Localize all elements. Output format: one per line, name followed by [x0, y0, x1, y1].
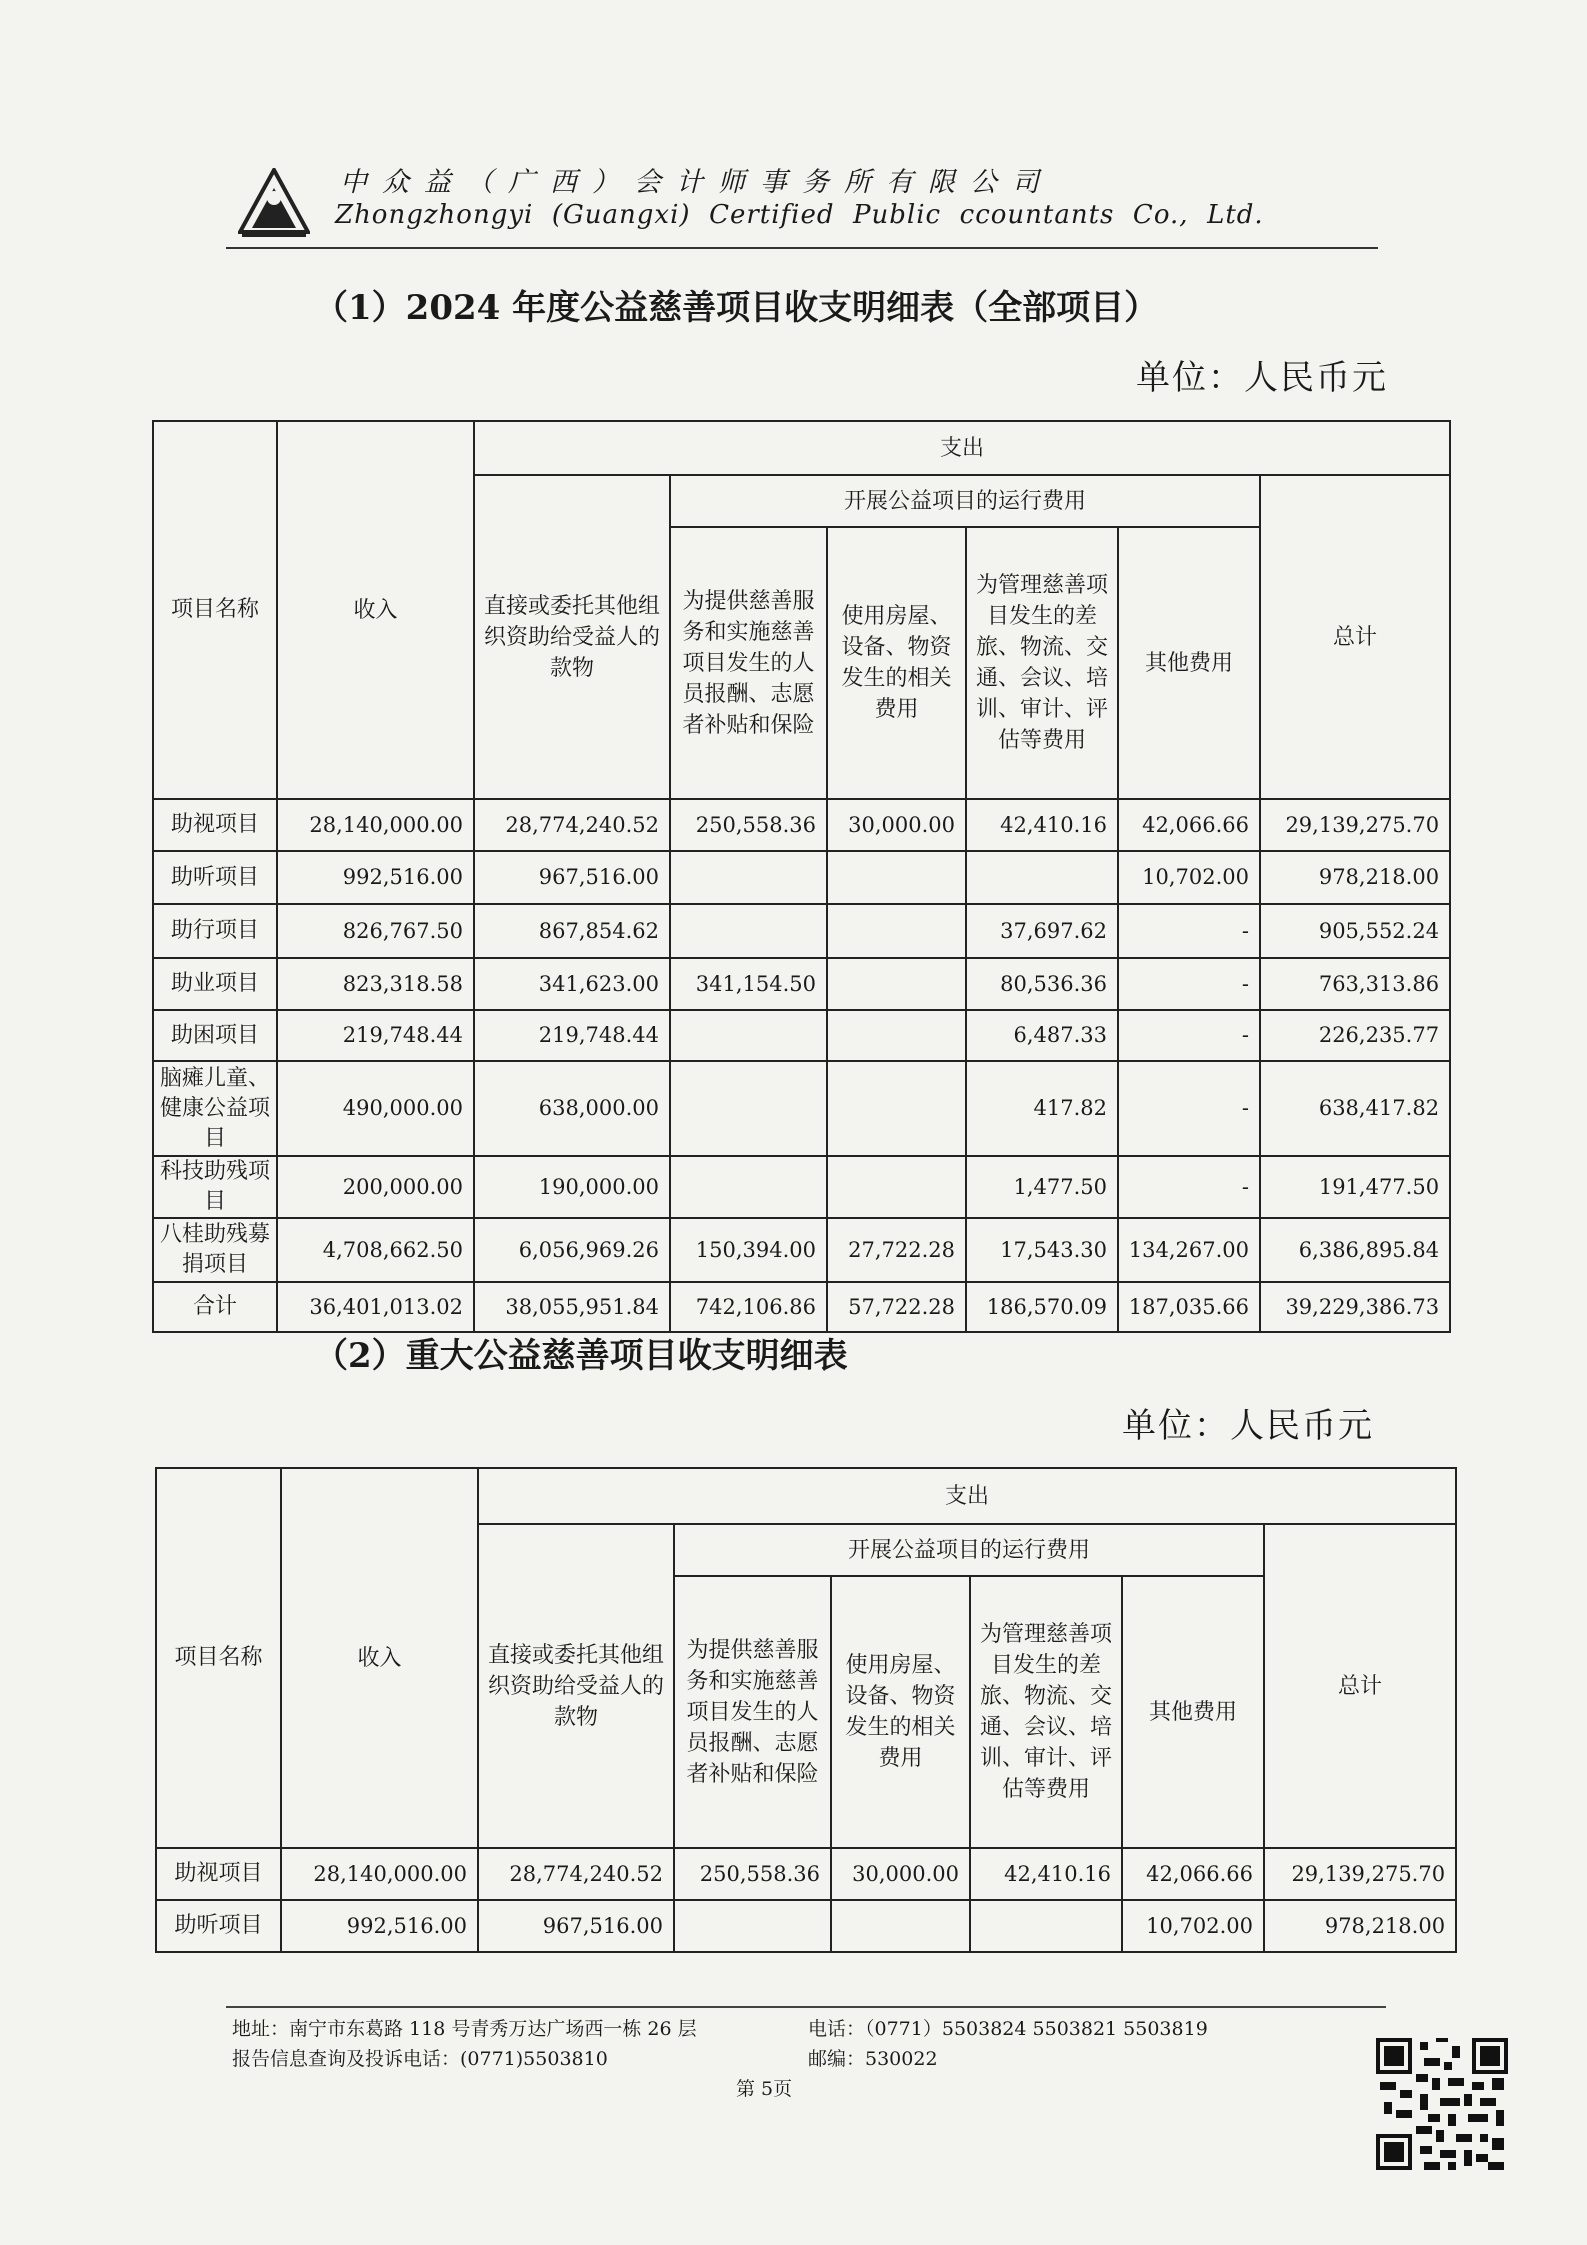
header-name: 项目名称 — [156, 1468, 281, 1848]
cell-other: 42,066.66 — [1118, 799, 1260, 851]
cell-staff — [674, 1900, 831, 1952]
cell-income: 992,516.00 — [281, 1900, 478, 1952]
row-name: 合计 — [153, 1282, 277, 1332]
table-row — [153, 1218, 1450, 1282]
cell-income: 4,708,662.50 — [277, 1218, 474, 1282]
cell-total: 978,218.00 — [1260, 851, 1450, 904]
row-name: 助困项目 — [153, 1010, 277, 1061]
header-name: 项目名称 — [153, 421, 277, 799]
row-name: 八桂助残募捐项目 — [153, 1218, 277, 1282]
cell-income: 823,318.58 — [277, 958, 474, 1010]
header-admin: 为管理慈善项目发生的差旅、物流、交通、会议、培训、审计、评估等费用 — [970, 1576, 1122, 1848]
cell-premises — [831, 1900, 970, 1952]
cell-other: - — [1118, 1156, 1260, 1218]
cell-admin: 186,570.09 — [966, 1282, 1118, 1332]
cell-income: 200,000.00 — [277, 1156, 474, 1218]
cell-direct: 28,774,240.52 — [474, 799, 670, 851]
cell-other: - — [1118, 1010, 1260, 1061]
cell-staff — [670, 1061, 827, 1156]
cell-staff — [670, 904, 827, 958]
cell-premises — [827, 958, 966, 1010]
cell-staff: 250,558.36 — [670, 799, 827, 851]
header-direct: 直接或委托其他组织资助给受益人的款物 — [478, 1524, 674, 1848]
cell-premises — [827, 1010, 966, 1061]
header-admin: 为管理慈善项目发生的差旅、物流、交通、会议、培训、审计、评估等费用 — [966, 527, 1118, 799]
cell-premises: 30,000.00 — [831, 1848, 970, 1900]
table-row — [153, 1061, 1450, 1156]
cell-total: 978,218.00 — [1264, 1900, 1456, 1952]
cell-income: 219,748.44 — [277, 1010, 474, 1061]
cell-admin: 17,543.30 — [966, 1218, 1118, 1282]
table1 — [152, 420, 1451, 1333]
table2-title: （2）重大公益慈善项目收支明细表 — [314, 1336, 848, 1376]
cell-direct: 967,516.00 — [478, 1900, 674, 1952]
cell-staff: 742,106.86 — [670, 1282, 827, 1332]
cell-income: 36,401,013.02 — [277, 1282, 474, 1332]
cell-other: - — [1118, 958, 1260, 1010]
footer-postcode: 邮编：530022 — [808, 2048, 938, 2070]
row-name: 助视项目 — [153, 799, 277, 851]
cell-admin: 6,487.33 — [966, 1010, 1118, 1061]
cell-other: 187,035.66 — [1118, 1282, 1260, 1332]
cell-direct: 638,000.00 — [474, 1061, 670, 1156]
cell-income: 28,140,000.00 — [277, 799, 474, 851]
row-name: 助听项目 — [153, 851, 277, 904]
letterhead-divider — [226, 247, 1378, 249]
cell-direct: 219,748.44 — [474, 1010, 670, 1061]
header-other: 其他费用 — [1118, 527, 1260, 799]
header-staff: 为提供慈善服务和实施慈善项目发生的人员报酬、志愿者补贴和保险 — [670, 527, 827, 799]
cell-direct: 28,774,240.52 — [478, 1848, 674, 1900]
table-row — [153, 1156, 1450, 1218]
row-name: 助听项目 — [156, 1900, 281, 1952]
cell-total: 39,229,386.73 — [1260, 1282, 1450, 1332]
cell-direct: 867,854.62 — [474, 904, 670, 958]
cell-total: 905,552.24 — [1260, 904, 1450, 958]
header-income: 收入 — [277, 421, 474, 799]
table-row-total — [153, 1282, 1450, 1332]
header-direct: 直接或委托其他组织资助给受益人的款物 — [474, 475, 670, 799]
table-row — [156, 1848, 1456, 1900]
cell-admin: 42,410.16 — [970, 1848, 1122, 1900]
firm-name-en: Zhongzhongyi (Guangxi) Certified Public ccountants Co., Ltd. — [335, 200, 1264, 230]
page-number: 第 5页 — [736, 2078, 793, 2100]
header-total: 总计 — [1260, 475, 1450, 799]
table-row — [153, 958, 1450, 1010]
table-row — [153, 1010, 1450, 1061]
cell-direct: 6,056,969.26 — [474, 1218, 670, 1282]
cell-total: 191,477.50 — [1260, 1156, 1450, 1218]
cell-direct: 967,516.00 — [474, 851, 670, 904]
cell-admin: 37,697.62 — [966, 904, 1118, 958]
cell-other: 10,702.00 — [1122, 1900, 1264, 1952]
cell-premises — [827, 851, 966, 904]
cell-income: 490,000.00 — [277, 1061, 474, 1156]
header-operating: 开展公益项目的运行费用 — [670, 475, 1260, 527]
header-expense: 支出 — [478, 1468, 1456, 1524]
table2-unit: 单位：人民币元 — [1122, 1406, 1374, 1446]
cell-staff — [670, 1156, 827, 1218]
header-other: 其他费用 — [1122, 1576, 1264, 1848]
header-income: 收入 — [281, 1468, 478, 1848]
row-name: 助业项目 — [153, 958, 277, 1010]
footer-complaint-phone: 报告信息查询及投诉电话：(0771)5503810 — [232, 2048, 608, 2070]
table-row — [156, 1900, 1456, 1952]
cell-admin — [966, 851, 1118, 904]
cell-premises: 30,000.00 — [827, 799, 966, 851]
header-staff: 为提供慈善服务和实施慈善项目发生的人员报酬、志愿者补贴和保险 — [674, 1576, 831, 1848]
table1-title: （1）2024 年度公益慈善项目收支明细表（全部项目） — [314, 288, 1159, 328]
cell-admin: 42,410.16 — [966, 799, 1118, 851]
cell-total: 763,313.86 — [1260, 958, 1450, 1010]
footer-address: 地址：南宁市东葛路 118 号青秀万达广场西一栋 26 层 — [232, 2018, 697, 2040]
cell-income: 826,767.50 — [277, 904, 474, 958]
cell-total: 638,417.82 — [1260, 1061, 1450, 1156]
cell-staff — [670, 1010, 827, 1061]
row-name: 脑瘫儿童、健康公益项目 — [153, 1061, 277, 1156]
footer-phone: 电话：（0771）5503824 5503821 5503819 — [808, 2018, 1208, 2040]
cell-other: 10,702.00 — [1118, 851, 1260, 904]
cell-total: 226,235.77 — [1260, 1010, 1450, 1061]
cell-income: 28,140,000.00 — [281, 1848, 478, 1900]
cell-premises — [827, 1156, 966, 1218]
footer-divider — [226, 2006, 1386, 2008]
cell-admin — [970, 1900, 1122, 1952]
cell-direct: 341,623.00 — [474, 958, 670, 1010]
cell-premises: 57,722.28 — [827, 1282, 966, 1332]
cell-total: 29,139,275.70 — [1264, 1848, 1456, 1900]
cell-premises — [827, 1061, 966, 1156]
table-row — [153, 799, 1450, 851]
cell-other: 42,066.66 — [1122, 1848, 1264, 1900]
firm-logo — [238, 168, 310, 238]
cell-admin: 80,536.36 — [966, 958, 1118, 1010]
table1-unit: 单位：人民币元 — [1136, 358, 1388, 398]
firm-name-cn: 中众益（广西）会计师事务所有限公司 — [340, 167, 1054, 198]
cell-staff: 150,394.00 — [670, 1218, 827, 1282]
cell-other: - — [1118, 1061, 1260, 1156]
row-name: 科技助残项目 — [153, 1156, 277, 1218]
header-operating: 开展公益项目的运行费用 — [674, 1524, 1264, 1576]
cell-total: 29,139,275.70 — [1260, 799, 1450, 851]
cell-income: 992,516.00 — [277, 851, 474, 904]
header-premises: 使用房屋、设备、物资发生的相关费用 — [831, 1576, 970, 1848]
cell-other: 134,267.00 — [1118, 1218, 1260, 1282]
cell-staff: 250,558.36 — [674, 1848, 831, 1900]
table-row — [153, 904, 1450, 958]
cell-staff: 341,154.50 — [670, 958, 827, 1010]
row-name: 助视项目 — [156, 1848, 281, 1900]
cell-other: - — [1118, 904, 1260, 958]
cell-admin: 417.82 — [966, 1061, 1118, 1156]
cell-direct: 190,000.00 — [474, 1156, 670, 1218]
cell-direct: 38,055,951.84 — [474, 1282, 670, 1332]
row-name: 助行项目 — [153, 904, 277, 958]
header-total: 总计 — [1264, 1524, 1456, 1848]
cell-staff — [670, 851, 827, 904]
header-expense: 支出 — [474, 421, 1450, 475]
header-premises: 使用房屋、设备、物资发生的相关费用 — [827, 527, 966, 799]
cell-premises — [827, 904, 966, 958]
table2 — [155, 1467, 1457, 1953]
qr-code-icon — [1376, 2038, 1508, 2170]
table-row — [153, 851, 1450, 904]
cell-total: 6,386,895.84 — [1260, 1218, 1450, 1282]
cell-admin: 1,477.50 — [966, 1156, 1118, 1218]
cell-premises: 27,722.28 — [827, 1218, 966, 1282]
